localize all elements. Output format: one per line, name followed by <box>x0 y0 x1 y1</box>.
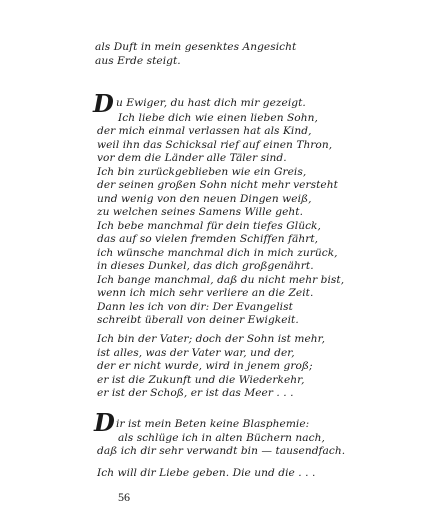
page-number: 56 <box>118 490 130 504</box>
poem-line: Ich will dir Liebe geben. Die und die . . . <box>97 467 316 479</box>
poem-line: daß ich dir sehr verwandt bin — tausendfach. <box>97 445 346 457</box>
poem-line: zu welchen seines Samens Wille geht. <box>97 206 304 218</box>
poem-line: wenn ich mich sehr verliere an die Zeit. <box>97 287 314 299</box>
poem-line: in dieses Dunkel, das dich großgenährt. <box>97 260 314 272</box>
poem-line: ir ist mein Beten keine Blasphemie: <box>116 418 310 430</box>
poem-line: der mich einmal verlassen hat als Kind, <box>97 125 312 137</box>
poem-line: aus Erde steigt. <box>95 55 181 67</box>
poem-line: er ist der Schoß, er ist das Meer . . . <box>97 387 294 399</box>
drop-cap: D <box>94 408 115 437</box>
poem-line: als Duft in mein gesenktes Angesicht <box>95 41 297 53</box>
poem-line: ist alles, was der Vater war, und der, <box>97 347 295 359</box>
poem-line: ich wünsche manchmal dich in mich zurück, <box>97 247 338 259</box>
poem-line: er ist die Zukunft und die Wiederkehr, <box>97 374 305 386</box>
drop-cap: D <box>93 89 114 118</box>
poem-line: der er nicht wurde, wird in jenem groß; <box>97 360 313 372</box>
poem-line: schreibt überall von deiner Ewigkeit. <box>97 314 299 326</box>
poem-line: u Ewiger, du hast dich mir gezeigt. <box>116 97 306 109</box>
poem-line: Ich bebe manchmal für dein tiefes Glück, <box>97 220 321 232</box>
poem-line: Ich bin der Vater; doch der Sohn ist mehr, <box>97 333 326 345</box>
poem-line: weil ihn das Schicksal rief auf einen Thron, <box>97 139 333 151</box>
poem-line: Dann les ich von dir: Der Evangelist <box>97 301 293 313</box>
poem-line: Ich bange manchmal, daß du nicht mehr bist, <box>97 274 345 286</box>
poem-line: vor dem die Länder alle Täler sind. <box>97 152 287 164</box>
poem-line: der seinen großen Sohn nicht mehr versteht <box>97 179 338 191</box>
poem-line: und wenig von den neuen Dingen weiß, <box>97 193 312 205</box>
poem-line: das auf so vielen fremden Schiffen fährt, <box>97 233 319 245</box>
poem-line: Ich bin zurückgeblieben wie ein Greis, <box>97 166 307 178</box>
poem-line: Ich liebe dich wie einen lieben Sohn, <box>118 112 318 124</box>
poem-line: als schlüge ich in alten Büchern nach, <box>118 432 325 444</box>
